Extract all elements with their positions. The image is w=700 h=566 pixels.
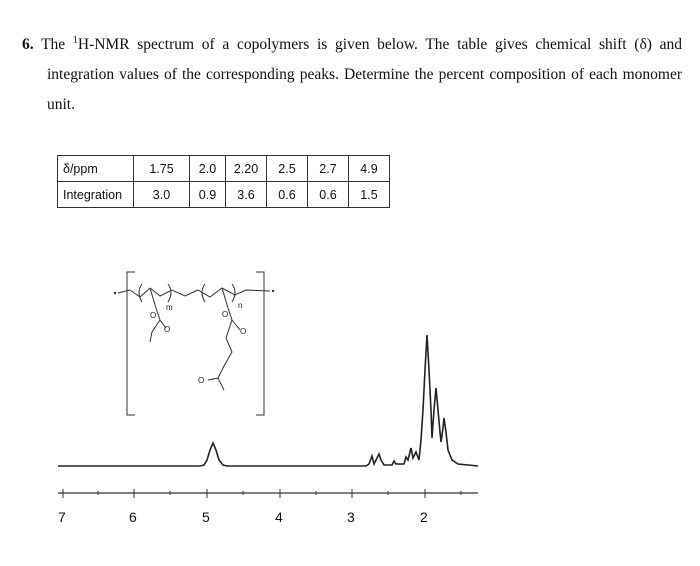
question-text-line-1: H-NMR spectrum of a copolymers is given below. The table gives chemical shift (δ) and xyxy=(77,36,682,53)
structure-labels xyxy=(150,301,246,385)
side-chain-2c xyxy=(218,378,224,390)
polymer-structure xyxy=(118,272,270,415)
question-line-1 xyxy=(22,30,682,60)
table-cell: 2.20 xyxy=(226,156,267,182)
question-text xyxy=(22,30,682,120)
label-n: n xyxy=(238,301,243,310)
superscript-1: 1 xyxy=(72,34,78,46)
table-cell: 0.9 xyxy=(190,182,226,208)
table-cell: 1.5 xyxy=(349,182,390,208)
x-axis-labels xyxy=(58,509,428,525)
left-bracket xyxy=(127,272,135,415)
axis-tick-label: 2 xyxy=(420,509,428,525)
question-number: 6. xyxy=(22,36,34,53)
nmr-data-table xyxy=(57,155,390,208)
axis-tick-label: 4 xyxy=(275,509,283,525)
table-cell: 4.9 xyxy=(349,156,390,182)
radical-dot-left xyxy=(114,292,116,294)
axis-tick-label: 5 xyxy=(202,509,210,525)
label-oxygen: O xyxy=(222,310,229,319)
question-text-start: The xyxy=(41,36,73,53)
spectrum-trace xyxy=(58,335,478,466)
label-m: m xyxy=(166,303,173,312)
table-header-shift: δ/ppm xyxy=(58,156,134,182)
table-row-shift xyxy=(58,156,390,182)
right-bracket xyxy=(256,272,264,415)
question-line-2: integration values of the corresponding peaks. Determine the percent composition of each monomer xyxy=(47,66,682,83)
backbone xyxy=(118,288,270,297)
table-cell: 2.5 xyxy=(267,156,308,182)
axis-tick-label: 6 xyxy=(129,509,137,525)
table-cell: 2.7 xyxy=(308,156,349,182)
inner-bracket xyxy=(139,284,142,302)
table-row-integration xyxy=(58,182,390,208)
label-oxygen: O xyxy=(198,376,205,385)
inner-bracket xyxy=(232,284,235,302)
table-cell: 0.6 xyxy=(308,182,349,208)
inner-bracket xyxy=(168,284,171,302)
label-oxygen: O xyxy=(150,311,157,320)
axis-tick-label: 7 xyxy=(58,509,66,525)
table-cell: 3.0 xyxy=(134,182,190,208)
side-chain-1b xyxy=(150,320,160,342)
label-oxygen: O xyxy=(164,325,171,334)
table-cell: 3.6 xyxy=(226,182,267,208)
table-cell: 2.0 xyxy=(190,156,226,182)
label-oxygen: O xyxy=(240,327,247,336)
radical-dot-right xyxy=(272,290,274,292)
table-cell: 1.75 xyxy=(134,156,190,182)
table-cell: 0.6 xyxy=(267,182,308,208)
side-chain-2b xyxy=(208,320,232,380)
nmr-spectrum-figure xyxy=(0,260,700,566)
axis-tick-label: 3 xyxy=(347,509,355,525)
question-line-3: unit. xyxy=(47,96,75,113)
table-header-integration: Integration xyxy=(58,182,134,208)
